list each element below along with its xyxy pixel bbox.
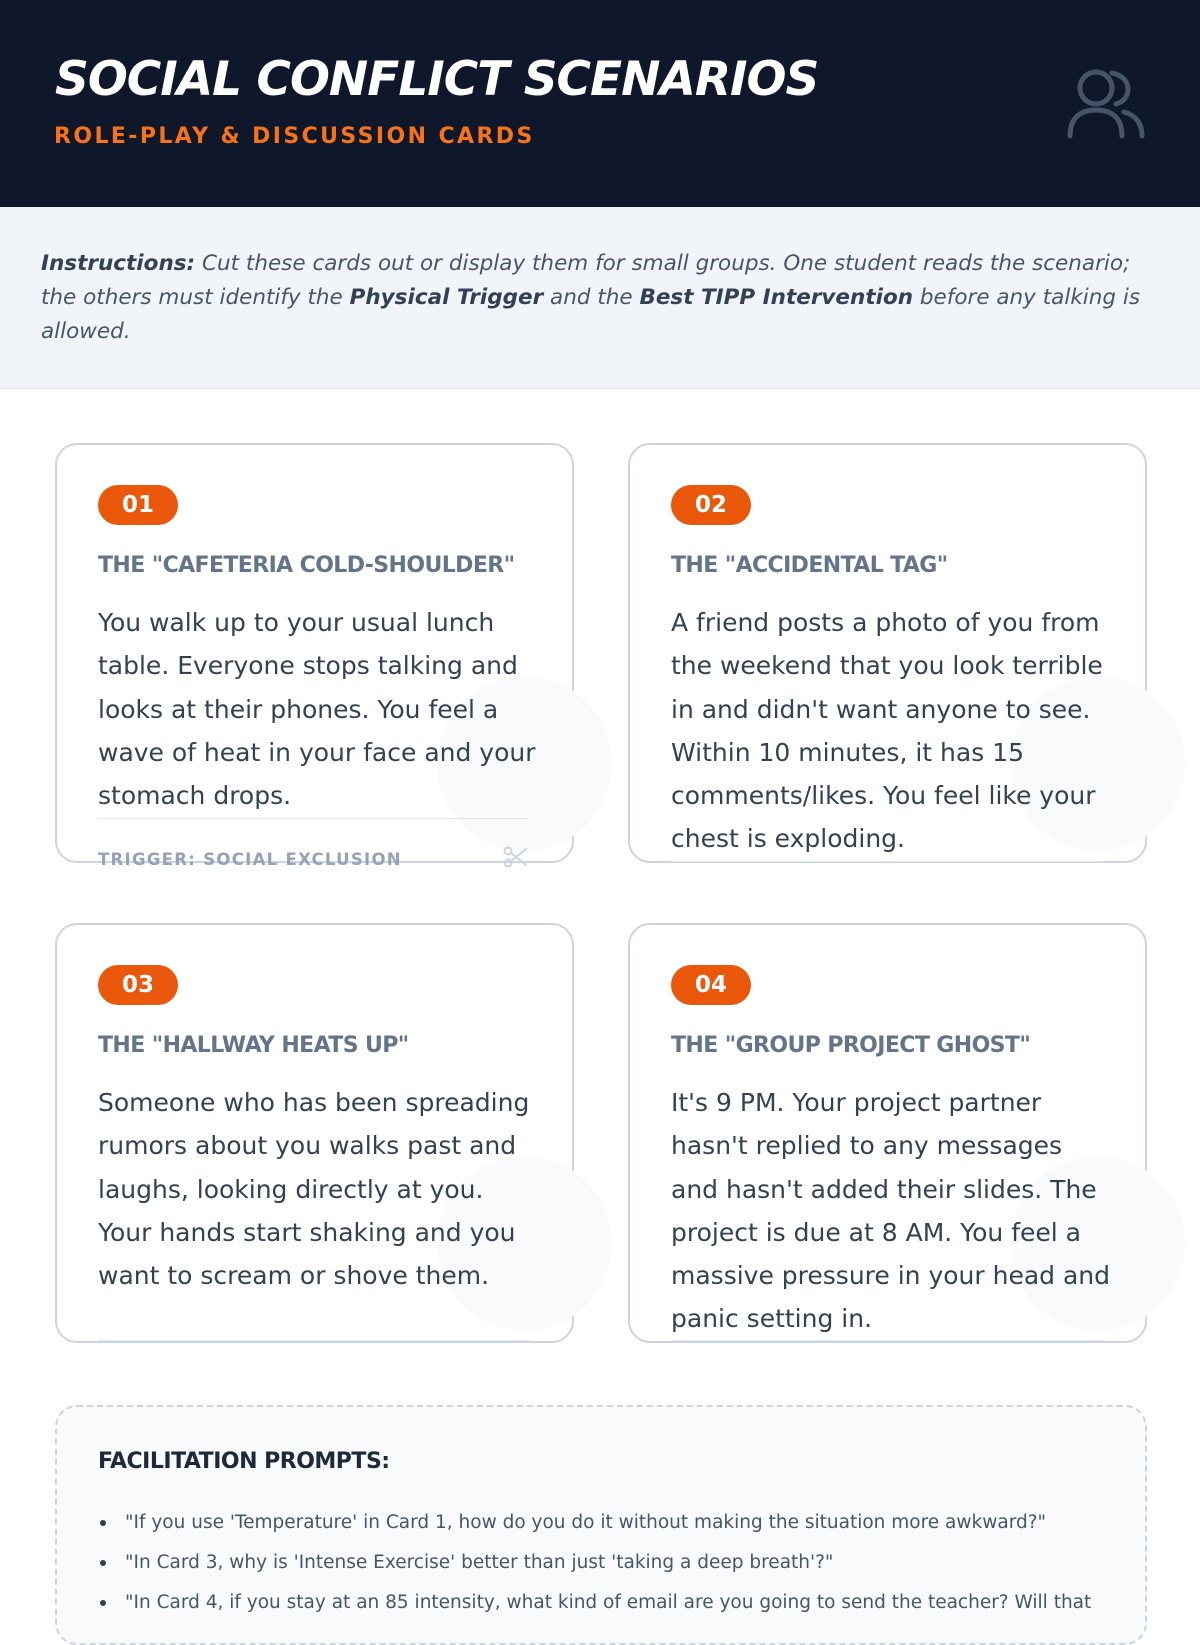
instructions-part-2: and the [543,285,640,310]
card-scenario-text: You walk up to your usual lunch table. Everyone stops talking and looks at their phones. You feel a wave of heat in your face and your stomach drops. [98,608,536,811]
card-divider [671,861,1103,862]
card-number-badge: 01 [98,485,178,525]
card-number-badge: 02 [671,485,751,525]
facilitation-panel [55,1405,1147,1645]
page-subtitle: ROLE-PLAY & DISCUSSION CARDS [54,124,535,149]
card-number-badge: 04 [671,965,751,1005]
list-item: "In Card 4, if you stay at an 85 intensity, what kind of email are you going to send the teacher? Will that [98,1583,1108,1623]
card-scenario-text: It's 9 PM. Your project partner hasn't replied to any messages and hasn't added their slides. The project is due at 8 AM. You feel a massive pressure in your head and panic setting in. [671,1088,1111,1334]
card-scenario-text: Someone who has been spreading rumors about you walks past and laughs, looking directly at you. Your hands start shaking and you want to scream or shove them. [98,1088,530,1291]
card-title: THE "ACCIDENTAL TAG" [671,553,948,578]
card-number-badge: 03 [98,965,178,1005]
card-divider [98,818,530,819]
card-title: THE "GROUP PROJECT GHOST" [671,1033,1031,1058]
instructions-part-3: before any talking is allowed. [41,285,1141,344]
term-physical-trigger: Physical Trigger [349,285,544,310]
scenario-card-1 [55,443,574,869]
instructions-text [41,247,1161,349]
instructions-panel [0,207,1200,389]
instructions-lead: Instructions: [41,251,196,276]
header-banner [0,0,1200,207]
term-tipp-intervention: Best TIPP Intervention [639,285,914,310]
list-item: "In Card 3, why is 'Intense Exercise' better than just 'taking a deep breath'?" [98,1543,1108,1583]
page-title: SOCIAL CONFLICT SCENARIOS [55,52,819,107]
scissors-icon [502,845,528,869]
facilitation-title: FACILITATION PROMPTS: [98,1449,390,1474]
card-title: THE "HALLWAY HEATS UP" [98,1033,409,1058]
card-scenario-text: A friend posts a photo of you from the weekend that you look terrible in and didn't want anyone to see. Within 10 minutes, it has 15 comments/likes. You feel like your chest is exploding. [671,608,1103,854]
card-divider [98,1340,530,1341]
instructions-part-1: Cut these cards out or display them for small groups. One student reads the scenario; the others must identify the [41,251,1131,310]
scenario-card-2 [628,443,1147,863]
card-trigger-label: TRIGGER: SOCIAL EXCLUSION [98,850,402,869]
list-item: "If you use 'Temperature' in Card 1, how do you do it without making the situation more awkward?" [98,1503,1108,1543]
card-title: THE "CAFETERIA COLD-SHOULDER" [98,553,515,578]
card-divider [671,1340,1103,1341]
users-icon [1066,66,1146,142]
scenario-card-4 [628,923,1147,1343]
prompt-list [98,1503,1108,1623]
scenario-card-3 [55,923,574,1343]
